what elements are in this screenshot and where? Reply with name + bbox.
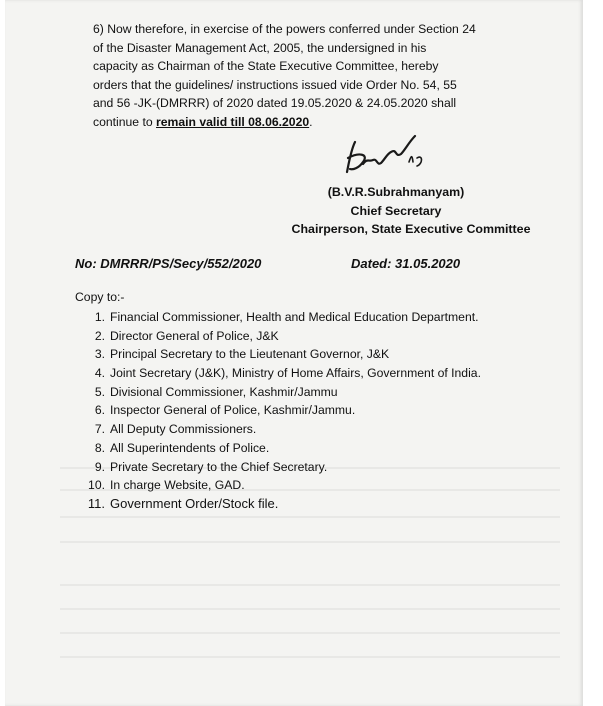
- document-page: [5, 0, 583, 706]
- copy-to-section: [75, 290, 555, 514]
- list-item: 6. Inspector General of Police, Kashmir/Jammu.: [94, 403, 356, 418]
- paragraph-last-line: [93, 113, 533, 132]
- copy-to-title: Copy to:-: [75, 290, 125, 304]
- list-item: 4. Joint Secretary (J&K), Ministry of Home Affairs, Government of India.: [94, 366, 481, 381]
- paragraph-text: continue to: [93, 114, 157, 129]
- list-item: 3. Principal Secretary to the Lieutenant Governor, J&K: [94, 347, 390, 362]
- bleed-through-line: [60, 584, 560, 586]
- list-item: 9. Private Secretary to the Chief Secretary.: [94, 459, 328, 474]
- order-number: No: DMRRR/PS/Secy/552/2020: [75, 256, 262, 271]
- copy-to-list: [75, 308, 555, 514]
- paragraph-line: and 56 -JK-(DMRRR) of 2020 dated 19.05.2020 & 24.05.2020 shall: [93, 96, 457, 111]
- list-item: 10. In charge Website, GAD.: [88, 478, 245, 493]
- handwritten-signature: [339, 128, 459, 184]
- paragraph-line: orders that the guidelines/ instructions issued vide Order No. 54, 55: [93, 77, 457, 92]
- paragraph-line: 6) Now therefore, in exercise of the powers conferred under Section 24: [93, 22, 476, 36]
- signatory-designation: Chief Secretary: [350, 203, 442, 218]
- signatory-chair: Chairperson, State Executive Committee: [291, 222, 531, 236]
- paragraph-line: of the Disaster Management Act, 2005, the undersigned in his: [93, 40, 427, 55]
- list-item: 5. Divisional Commissioner, Kashmir/Jammu: [94, 384, 338, 399]
- list-item: 11. Government Order/Stock file.: [87, 495, 279, 511]
- bleed-through-line: [60, 608, 560, 610]
- signature-block: [241, 183, 551, 239]
- bleed-through-line: [60, 516, 560, 518]
- bleed-through-line: [60, 656, 560, 658]
- bleed-through-line: [60, 632, 560, 634]
- list-item: 7. All Deputy Commissioners.: [94, 422, 257, 437]
- reference-line: [75, 256, 555, 271]
- paragraph-line: capacity as Chairman of the State Executive Committee, hereby: [93, 59, 439, 74]
- paragraph-period: .: [309, 114, 313, 129]
- validity-date-underlined: remain valid till 08.06.2020: [156, 114, 310, 129]
- list-item: 1. Financial Commissioner, Health and Medical Education Department.: [94, 310, 479, 324]
- signatory-name: (B.V.R.Subrahmanyam): [327, 185, 465, 199]
- list-item: 2. Director General of Police, J&K: [94, 328, 279, 343]
- order-paragraph-6: [93, 20, 533, 132]
- order-date: Dated: 31.05.2020: [351, 256, 461, 271]
- bleed-through-line: [60, 541, 560, 543]
- list-item: 8. All Superintendents of Police.: [94, 440, 270, 455]
